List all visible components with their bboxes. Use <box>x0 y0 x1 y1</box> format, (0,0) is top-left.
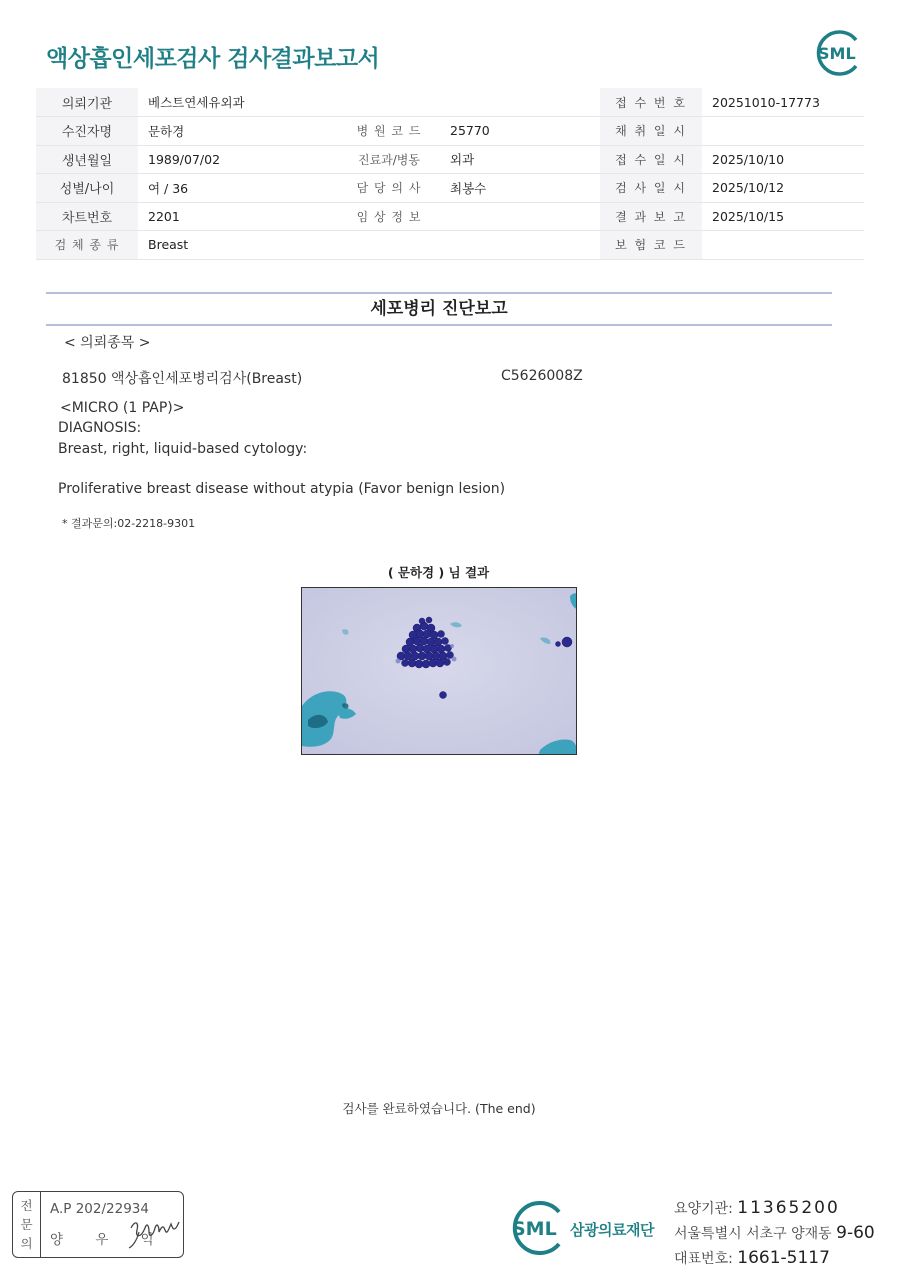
info-row <box>36 231 864 260</box>
order-code: C5626008Z <box>501 368 583 384</box>
logo-bottom-text: SML <box>512 1218 557 1240</box>
facility-code-line <box>674 1196 875 1221</box>
label-test-date: 검 사 일 시 <box>600 174 702 203</box>
address-line <box>674 1221 875 1246</box>
cytology-micrograph <box>301 587 577 755</box>
image-caption: ( 문하경 ) 님 결과 <box>387 565 490 580</box>
label-clinical-info: 임 상 정 보 <box>338 202 440 231</box>
value-sex-age: 여 / 36 <box>138 174 338 203</box>
value-department: 외과 <box>440 145 600 174</box>
diagnosis-label: DIAGNOSIS: <box>58 420 142 436</box>
phone-line <box>674 1246 875 1271</box>
label-patient-name: 수진자명 <box>36 117 138 146</box>
label-sex-age: 성별/나이 <box>36 174 138 203</box>
report-title: 액상흡인세포검사 검사결과보고서 <box>46 46 380 72</box>
patient-info-table <box>36 88 864 260</box>
end-text: 검사를 완료하였습니다. (The end) <box>342 1101 536 1116</box>
value-test-date: 2025/10/12 <box>702 174 864 203</box>
logo-text: SML <box>818 44 856 63</box>
address-number: 9-60 <box>836 1223 875 1243</box>
info-row <box>36 117 864 146</box>
label-collection-date: 채 취 일 시 <box>600 117 702 146</box>
diagnosis-text: Proliferative breast disease without atypia (Favor benign lesion) <box>58 481 506 497</box>
value-patient-name: 문하경 <box>138 117 338 146</box>
value-collection-date <box>702 117 864 146</box>
section-rule-bottom <box>46 324 832 326</box>
sml-logo-icon <box>812 30 864 76</box>
info-row <box>36 174 864 203</box>
order-heading: < 의뢰종목 > <box>64 335 151 351</box>
value-requesting-org: 베스트연세유외과 <box>138 88 600 117</box>
label-report-date: 결 과 보 고 <box>600 202 702 231</box>
label-accession-no: 접 수 번 호 <box>600 88 702 117</box>
label-received-date: 접 수 일 시 <box>600 145 702 174</box>
label-chart-no: 차트번호 <box>36 202 138 231</box>
label-insurance-code: 보 험 코 드 <box>600 231 702 260</box>
value-doctor: 최봉수 <box>440 174 600 203</box>
micrograph-image <box>302 588 577 755</box>
label-doctor: 담 당 의 사 <box>338 174 440 203</box>
stamp-side-label <box>13 1192 41 1257</box>
sml-logo-bottom-icon <box>508 1200 568 1256</box>
info-row <box>36 88 864 117</box>
value-report-date: 2025/10/15 <box>702 202 864 231</box>
label-department: 진료과/병동 <box>338 145 440 174</box>
micro-label: <MICRO (1 PAP)> <box>60 400 185 416</box>
value-received-date: 2025/10/10 <box>702 145 864 174</box>
stamp-char: 의 <box>20 1236 33 1251</box>
stamp-char: 문 <box>20 1217 33 1232</box>
address-text: 서울특별시 서초구 양재동 <box>674 1226 837 1242</box>
stamp-doctor-name: 양 우 익 <box>50 1232 168 1248</box>
value-hospital-code: 25770 <box>440 117 600 146</box>
value-chart-no: 2201 <box>138 202 338 231</box>
info-row <box>36 145 864 174</box>
specimen-description: Breast, right, liquid-based cytology: <box>58 441 308 457</box>
label-requesting-org: 의뢰기관 <box>36 88 138 117</box>
stamp-char: 전 <box>20 1198 33 1213</box>
facility-code-value: 11365200 <box>737 1198 840 1218</box>
order-item: 81850 액상흡인세포병리검사(Breast) <box>62 371 303 387</box>
organization-name: 삼광의료재단 <box>570 1221 654 1239</box>
contact-note: * 결과문의:02-2218-9301 <box>62 517 196 530</box>
phone-value: 1661-5117 <box>737 1248 830 1268</box>
value-specimen-type: Breast <box>138 231 600 260</box>
value-accession-no: 20251010-17773 <box>702 88 864 117</box>
section-title: 세포병리 진단보고 <box>370 299 508 319</box>
phone-label: 대표번호: <box>674 1251 738 1267</box>
label-birth-date: 생년월일 <box>36 145 138 174</box>
signature-icon <box>125 1208 183 1250</box>
value-insurance-code <box>702 231 864 260</box>
facility-code-label: 요양기관: <box>674 1201 738 1217</box>
info-row <box>36 202 864 231</box>
value-clinical-info <box>440 202 600 231</box>
label-hospital-code: 병 원 코 드 <box>338 117 440 146</box>
specialist-stamp <box>12 1191 184 1258</box>
footer-info <box>674 1196 875 1271</box>
label-specimen-type: 검 체 종 류 <box>36 231 138 260</box>
stamp-license-code: A.P 202/22934 <box>50 1201 149 1217</box>
value-birth-date: 1989/07/02 <box>138 145 338 174</box>
